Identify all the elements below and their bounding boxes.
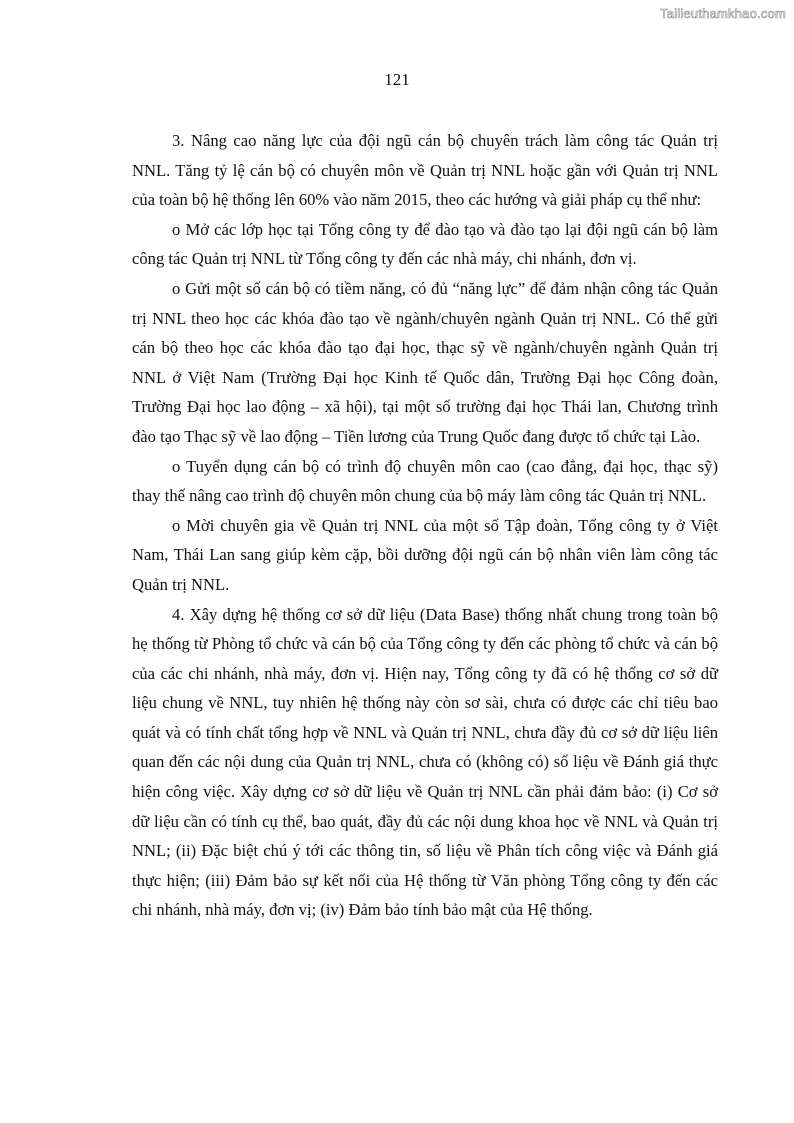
page-number: 121 (384, 70, 410, 89)
bullet-item-recruit-staff: o Tuyển dụng cán bộ có trình độ chuyên môn cao (cao đẳng, đại học, thạc sỹ) thay thế nâng cao trình độ chuyên môn chung của bộ máy làm công tác Quản trị NNL. (132, 456, 718, 506)
bullet-item-invite-experts: o Mời chuyên gia về Quản trị NNL của một số Tập đoàn, Tổng công ty ở Việt Nam, Thái Lan sang giúp kèm cặp, bồi dưỡng đội ngũ cán bộ nhân viên làm công tác Quản trị NNL. (132, 515, 718, 594)
bullet-item-send-staff-study: o Gửi một số cán bộ có tiềm năng, có đủ “năng lực” để đảm nhận công tác Quản trị NNL theo học các khóa đào tạo về ngành/chuyên ngành Quản trị NNL. Có thể gửi cán bộ theo học các khóa đào tạo đại học, thạc sỹ về ngành/chuyên ngành Quản trị NNL ở Việt Nam (Trường Đại học Kinh tế Quốc dân, Trường Đại học Công đoàn, Trường Đại học lao động – xã hội), tại một số trường đại học Thái lan, Chương trình đào tạo Thạc sỹ về lao động – Tiền lương của Trung Quốc đang được tổ chức tại Lào. (132, 278, 718, 446)
document-body (132, 126, 718, 925)
bullet-item-training-classes: o Mở các lớp học tại Tổng công ty để đào tạo và đào tạo lại đội ngũ cán bộ làm công tác Quản trị NNL từ Tổng công ty đến các nhà máy, chi nhánh, đơn vị. (132, 219, 718, 269)
paragraph-section-4: 4. Xây dựng hệ thống cơ sở dữ liệu (Data Base) thống nhất chung trong toàn bộ hẹ thống từ Phòng tổ chức và cán bộ của Tổng công ty đến các phòng tổ chức và cán bộ của các chi nhánh, nhà máy, đơn vị. Hiện nay, Tổng công ty đã có hệ thống cơ sở dữ liệu chung về NNL, tuy nhiên hệ thống này còn sơ sài, chưa có được các chỉ tiêu bao quát và có tính chất tổng hợp về NNL và Quản trị NNL, chưa đầy đủ cơ sở dữ liệu liên quan đến các nội dung của Quản trị NNL, chưa có (không có) số liệu về Đánh giá thực hiện công việc. Xây dựng cơ sở dữ liệu về Quản trị NNL cần phải đảm bảo: (i) Cơ sở dữ liệu cần có tính cụ thể, bao quát, đầy đủ các nội dung khoa học về NNL và Quản trị NNL; (ii) Đặc biệt chú ý tới các thông tin, số liệu về Phân tích công việc và Đánh giá thực hiện; (iii) Đảm bảo sự kết nối của Hệ thống từ Văn phòng Tổng công ty đến các chi nhánh, nhà máy, đơn vị; (iv) Đảm bảo tính bảo mật của Hệ thống. (132, 604, 718, 920)
watermark-text: Tailieuthamkhao.com (660, 6, 786, 21)
paragraph-section-3: 3. Nâng cao năng lực của đội ngũ cán bộ chuyên trách làm công tác Quản trị NNL. Tăng tỷ lệ cán bộ có chuyên môn về Quản trị NNL hoặc gần với Quản trị NNL của toàn bộ hệ thống lên 60% vào năm 2015, theo các hướng và giải pháp cụ thể như: (132, 131, 718, 210)
